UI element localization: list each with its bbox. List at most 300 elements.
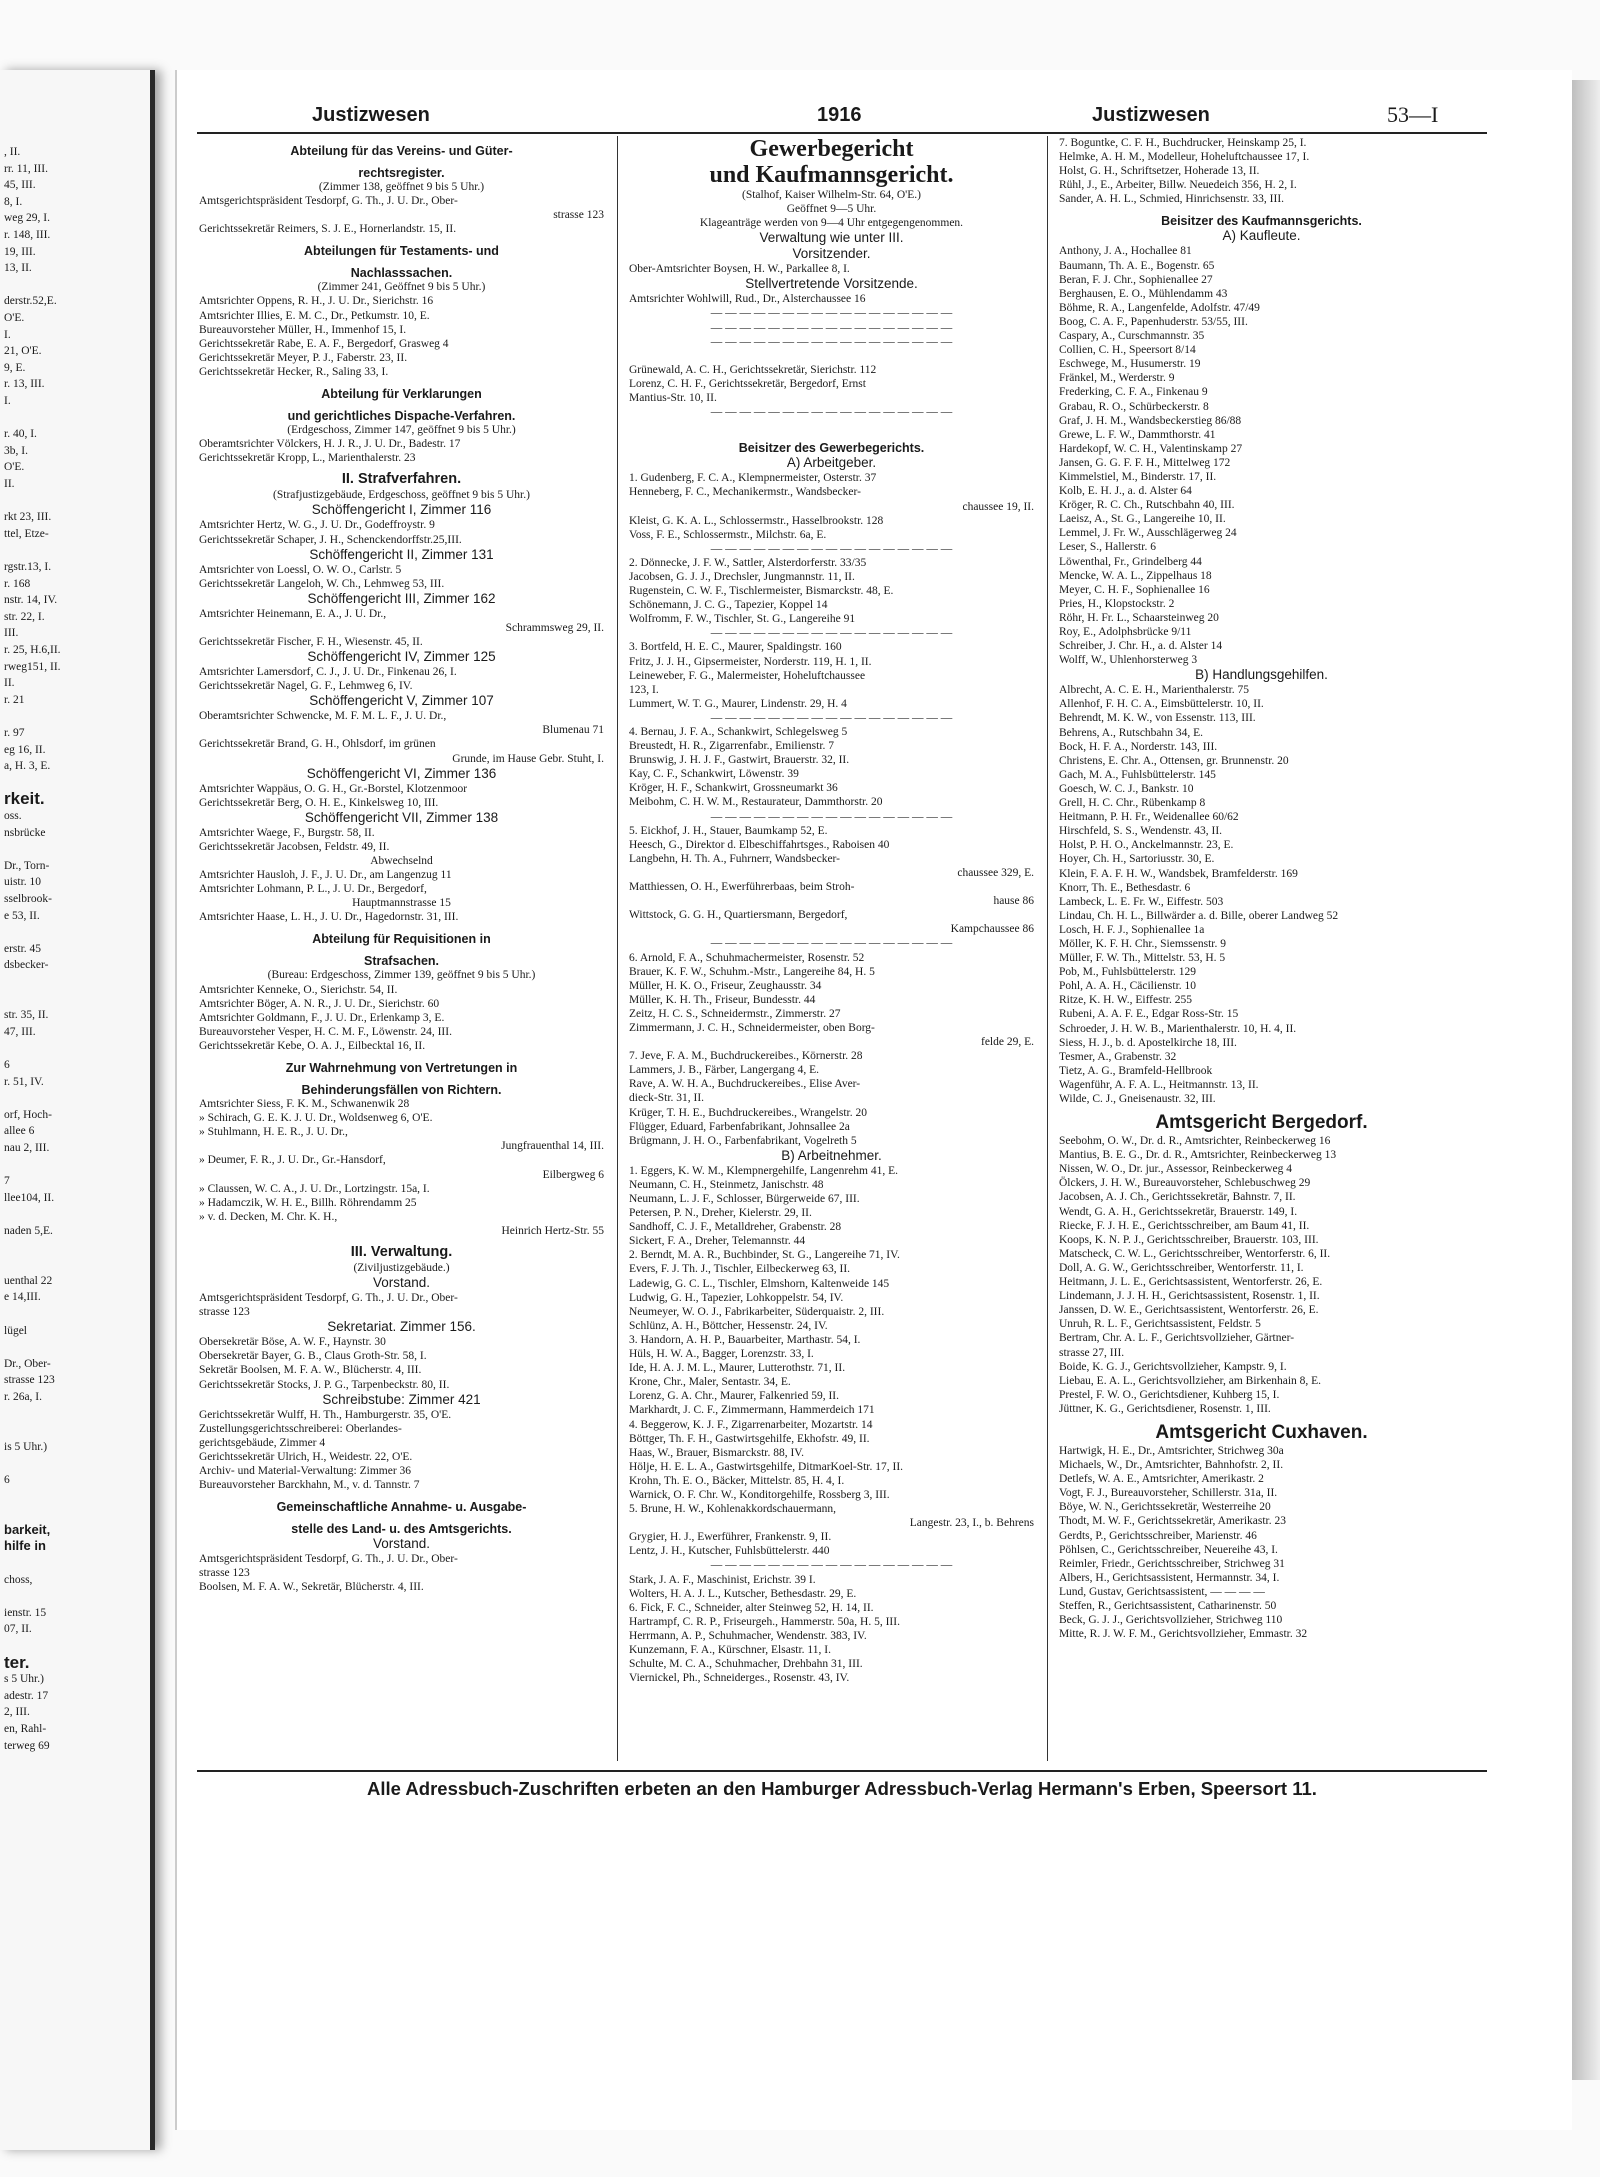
directory-entry: dieck-Str. 31, II. <box>629 1092 705 1105</box>
fragment-line: allee 6 <box>4 1125 35 1138</box>
directory-entry: Neumeyer, W. O. J., Fabrikarbeiter, Süderquaistr. 2, III. <box>629 1305 885 1318</box>
directory-entry: Kröger, R. C. Ch., Rutschbahn 40, III. <box>1059 499 1235 512</box>
directory-entry: — — — — — — — — — — — — — — — — — <box>710 542 953 555</box>
section-heading: Verwaltung wie unter III. <box>759 230 904 246</box>
directory-entry: Roy, E., Adolphsbrücke 9/11 <box>1059 626 1192 638</box>
directory-entry: Gerichtssekretär Langeloh, W. Ch., Lehmweg 53, III. <box>199 577 445 590</box>
fragment-line: lügel <box>4 1324 27 1337</box>
directory-entry: Behrens, A., Rutschbahn 34, E. <box>1059 726 1204 739</box>
fragment-line: 07, II. <box>4 1623 32 1636</box>
directory-entry: Röhr, H. Fr. L., Schaarsteinweg 20 <box>1059 611 1219 624</box>
directory-entry: Jacobsen, A. J. Ch., Gerichtssekretär, Bahnstr. 7, II. <box>1059 1191 1296 1204</box>
directory-entry: strasse 123 <box>199 1306 250 1319</box>
directory-entry: Wolters, H. A. J. L., Kutscher, Bethesdastr. 29, E. <box>629 1587 857 1600</box>
directory-entry: (Erdgeschoss, Zimmer 147, geöffnet 9 bis 5 Uhr.) <box>287 424 516 437</box>
fragment-line: 6 <box>4 1059 10 1071</box>
fragment-line: ienstr. 15 <box>4 1606 47 1619</box>
fragment-line: oss. <box>4 810 22 822</box>
page-number: 53—I <box>1387 102 1439 127</box>
directory-entry: Abwechselnd <box>370 855 433 867</box>
directory-entry: Detlefs, W. A. E., Amtsrichter, Amerikastr. 2 <box>1059 1473 1264 1486</box>
directory-entry: Grabau, R. O., Schürbeckerstr. 8 <box>1059 400 1209 413</box>
directory-entry: Gerichtssekretär Jacobsen, Feldstr. 49, II. <box>199 840 390 853</box>
directory-entry: Amtsrichter Goldmann, F., J. U. Dr., Erlenkamp 3, E. <box>199 1011 445 1024</box>
directory-entry: (Stalhof, Kaiser Wilhelm-Str. 64, O'E.) <box>742 189 921 201</box>
section-heading: Schöffengericht V, Zimmer 107 <box>309 693 494 709</box>
directory-entry: Lambeck, L. E. Fr. W., Eiffestr. 503 <box>1059 895 1224 908</box>
directory-entry: Amtsrichter Siess, F. K. M., Schwanenwik 28 <box>199 1098 410 1111</box>
directory-entry: Amtsrichter Oppens, R. H., J. U. Dr., Sierichstr. 16 <box>199 295 434 308</box>
directory-entry: Schroeder, J. H. W. B., Marienthalerstr. 10, H. 4, II. <box>1059 1022 1297 1035</box>
fragment-line: r. 26a, I. <box>4 1391 43 1403</box>
directory-entry: Ritze, K. H. W., Eiffestr. 255 <box>1059 994 1192 1007</box>
directory-entry: chaussee 19, II. <box>962 500 1034 513</box>
directory-entry: Amtsrichter Haase, L. H., J. U. Dr., Hagedornstr. 31, III. <box>199 911 459 924</box>
directory-entry: Wolfromm, F. W., Tischler, St. G., Langereihe 91 <box>629 613 856 626</box>
directory-entry: Pöhlsen, C., Gerichtsschreiber, Neuereihe 43, I. <box>1059 1543 1278 1556</box>
section-heading: A) Arbeitgeber. <box>786 455 877 471</box>
fragment-line: s 5 Uhr.) <box>4 1673 44 1686</box>
directory-entry: Löwenthal, Fr., Grindelberg 44 <box>1059 555 1202 568</box>
directory-entry: Doll, A. G. W., Gerichtsschreiber, Wentorferstr. 11, I. <box>1059 1261 1304 1274</box>
directory-entry: Ladewig, G. C. L., Tischler, Elmshorn, Kaltenweide 145 <box>629 1277 890 1290</box>
directory-entry: Wagenführ, A. F. A. L., Heitmannstr. 13, II. <box>1059 1078 1259 1091</box>
directory-entry: Riecke, F. J. H. E., Gerichtsschreiber, am Baum 41, II. <box>1059 1219 1310 1232</box>
section-heading: B) Arbeitnehmer. <box>781 1147 882 1163</box>
fragment-line: rweg151, II. <box>4 660 61 673</box>
directory-entry: Rugenstein, C. W. F., Tischlermeister, Bismarckstr. 48, E. <box>629 585 894 598</box>
directory-entry: Gerdts, P., Gerichtsschreiber, Marienstr. 46 <box>1059 1529 1257 1542</box>
fragment-line: 9, E. <box>4 361 26 374</box>
directory-entry: Kay, C. F., Schankwirt, Löwenstr. 39 <box>629 768 799 781</box>
fragment-line: e 14,III. <box>4 1291 41 1304</box>
directory-entry: Obersekretär Böse, A. W. F., Haynstr. 30 <box>199 1336 386 1349</box>
directory-entry: Knorr, Th. E., Bethesdastr. 6 <box>1059 881 1191 894</box>
directory-entry: — — — — — — — — — — — — — — — — — <box>710 335 953 348</box>
column-divider <box>1047 136 1048 1761</box>
directory-entry: Kleist, G. K. A. L., Schlossermstr., Hasselbrookstr. 128 <box>629 514 884 527</box>
directory-entry: Bertram, Chr. A. L. F., Gerichtsvollzieher, Gärtner- <box>1059 1332 1295 1345</box>
directory-entry: Wilde, C. J., Gneisenaustr. 32, III. <box>1059 1093 1216 1105</box>
directory-entry: Jacobsen, G. J. J., Drechsler, Jungmannstr. 11, II. <box>629 570 855 583</box>
directory-entry: Voss, F. E., Schlossermstr., Milchstr. 6a, E. <box>629 528 827 541</box>
directory-entry: Caspary, A., Curschmannstr. 35 <box>1059 330 1205 343</box>
directory-entry: Gerichtssekretär Fischer, F. H., Wiesenstr. 45, II. <box>199 635 423 648</box>
directory-entry: Geöffnet 9—5 Uhr. <box>786 203 877 216</box>
fragment-line: I. <box>4 395 11 407</box>
directory-entry: Pob, M., Fuhlsbüttelerstr. 129 <box>1059 966 1197 979</box>
directory-entry: Amtsrichter Kenneke, O., Sierichstr. 54, II. <box>199 983 398 996</box>
directory-entry: Gerichtssekretär Reimers, S. J. E., Hornerlandstr. 15, II. <box>199 223 457 236</box>
section-heading: und gerichtliches Dispache-Verfahren. <box>287 409 516 424</box>
directory-entry: Leineweber, F. G., Malermeister, Hoheluftchaussee <box>629 669 866 682</box>
directory-entry: Lummert, W. T. G., Maurer, Lindenstr. 29, H. 4 <box>629 697 847 710</box>
fragment-line: r. 40, I. <box>4 428 37 441</box>
directory-entry: Neumann, L. J. F., Schlosser, Bürgerweide 67, III. <box>629 1193 860 1205</box>
fragment-line: Dr., Ober- <box>4 1357 51 1370</box>
directory-entry: Henneberg, F. C., Mechanikermstr., Wandsbecker- <box>629 486 861 499</box>
directory-entry: Lindau, Ch. H. L., Billwärder a. d. Bille, oberer Landweg 52 <box>1059 909 1339 922</box>
directory-entry: Kampchaussee 86 <box>950 923 1034 936</box>
section-heading: Schöffengericht III, Zimmer 162 <box>307 590 496 606</box>
fragment-line: llee104, II. <box>4 1191 55 1204</box>
directory-entry: Goesch, W. C. J., Bankstr. 10 <box>1059 782 1194 795</box>
directory-entry: Behrendt, M. K. W., von Essenstr. 113, III. <box>1059 712 1256 725</box>
directory-entry: Rave, A. W. H. A., Buchdruckereibes., Elise Aver- <box>629 1078 861 1091</box>
directory-entry: Anthony, J. A., Hochallee 81 <box>1059 245 1192 258</box>
directory-entry: Laeisz, A., St. G., Langereihe 10, II. <box>1059 513 1226 526</box>
directory-entry: Holst, P. H. O., Anckelmannstr. 23, E. <box>1059 839 1234 852</box>
directory-entry: Müller, H. K. O., Friseur, Zeughausstr. 34 <box>629 979 822 992</box>
section-heading: Schreibstube: Zimmer 421 <box>322 1391 481 1407</box>
fragment-line: naden 5,E. <box>4 1225 53 1237</box>
directory-page <box>175 70 1572 2130</box>
fragment-line: orf, Hoch- <box>4 1108 52 1121</box>
directory-entry: Neumann, C. H., Steinmetz, Janischstr. 48 <box>629 1178 824 1191</box>
directory-entry: Brunswig, J. H. J. F., Gastwirt, Brauerstr. 32, II. <box>629 754 850 767</box>
directory-entry: Pries, H., Klopstockstr. 2 <box>1059 597 1175 610</box>
section-heading: stelle des Land- u. des Amtsgerichts. <box>291 1522 512 1537</box>
section-heading: rechtsregister. <box>358 166 445 180</box>
directory-entry: (Ziviljustizgebäude.) <box>353 1261 450 1274</box>
directory-entry: — — — — — — — — — — — — — — — — — <box>710 711 953 724</box>
directory-entry: Kolb, E. H. J., a. d. Alster 64 <box>1059 485 1192 498</box>
directory-entry: Oberamtsrichter Schwencke, M. F. M. L. F., J. U. Dr., <box>199 710 447 723</box>
directory-entry: » Stuhlmann, H. E. R., J. U. Dr., <box>199 1126 348 1139</box>
fragment-line: nsbrücke <box>4 826 46 839</box>
directory-entry: Lorenz, G. A. Chr., Maurer, Falkenried 59, II. <box>629 1390 839 1403</box>
directory-entry: Gerichtssekretär Wulff, H. Th., Hamburgerstr. 35, O'E. <box>199 1408 452 1421</box>
fragment-line: erstr. 45 <box>4 942 42 955</box>
section-heading: Schöffengericht I, Zimmer 116 <box>311 502 492 518</box>
directory-entry: strasse 123 <box>199 1567 250 1580</box>
directory-entry: Gerichtssekretär Stocks, J. P. G., Tarpenbeckstr. 80, II. <box>199 1378 450 1391</box>
directory-entry: hause 86 <box>993 895 1034 908</box>
section-heading: Beisitzer des Gewerbegerichts. <box>738 441 925 456</box>
section-heading: Schöffengericht VII, Zimmer 138 <box>304 809 499 825</box>
directory-entry: » Schirach, G. E. K. J. U. Dr., Woldsenweg 6, O'E. <box>199 1112 433 1125</box>
section-heading: Schöffengericht IV, Zimmer 125 <box>307 649 496 665</box>
column-2 <box>629 136 1034 1685</box>
section-heading: B) Handlungsgehilfen. <box>1195 667 1328 683</box>
directory-entry: Sandhoff, C. J. F., Metalldreher, Grabenstr. 28 <box>629 1221 842 1234</box>
section-heading: Vorstand. <box>372 1536 431 1552</box>
directory-entry <box>629 349 1034 363</box>
fragment-line: O'E. <box>4 461 25 474</box>
directory-entry: Koops, K. N. P. J., Gerichtsschreiber, Brauerstr. 103, III. <box>1059 1233 1319 1246</box>
fragment-line: adestr. 17 <box>4 1689 49 1702</box>
directory-entry <box>629 419 1034 433</box>
directory-entry: Amtsrichter Wappäus, O. G. H., Gr.-Borstel, Klotzenmoor <box>199 782 468 795</box>
directory-entry: Markhardt, J. C. F., Zimmermann, Hammerdeich 171 <box>629 1404 875 1417</box>
fragment-line: ttel, Etze- <box>4 527 49 540</box>
directory-entry: Gerichtssekretär Nagel, G. F., Lehmweg 6, IV. <box>199 680 413 693</box>
directory-entry: 2. Berndt, M. A. R., Buchbinder, St. G., Langereihe 71, IV. <box>629 1249 900 1262</box>
directory-entry: Gerichtssekretär Kebe, O. A. J., Eilbecktal 16, II. <box>199 1039 426 1052</box>
directory-entry: 3. Handorn, A. H. P., Bauarbeiter, Marthastr. 54, I. <box>629 1333 861 1346</box>
fragment-line: r. 51, IV. <box>4 1075 44 1088</box>
section-heading: und Kaufmannsgericht. <box>709 162 954 188</box>
directory-entry: chaussee 329, E. <box>957 866 1034 879</box>
section-heading: Abteilung für Verklarungen <box>321 387 482 402</box>
directory-entry: Grygier, H. J., Ewerführer, Frankenstr. 9, II. <box>629 1531 832 1544</box>
fragment-line: 8, I. <box>4 195 23 208</box>
directory-entry: Amtsrichter Waege, F., Burgstr. 58, II. <box>199 826 375 839</box>
directory-entry: Grunde, im Hause Gebr. Stuht, I. <box>452 752 604 765</box>
directory-entry: Matscheck, C. W. L., Gerichtsschreiber, Wentorferstr. 6, II. <box>1059 1247 1331 1260</box>
fragment-line: barkeit, <box>4 1521 51 1537</box>
directory-entry: Baumann, Th. A. E., Bogenstr. 65 <box>1059 259 1215 272</box>
directory-entry: Gerichtssekretär Hecker, R., Saling 33, I. <box>199 365 389 378</box>
fragment-line: e 53, II. <box>4 909 40 922</box>
column-divider <box>617 136 618 1761</box>
directory-entry: Fritz, J. J. H., Gipsermeister, Norderstr. 119, H. 1, II. <box>629 655 872 668</box>
directory-entry: Bock, H. F. A., Norderstr. 143, III. <box>1059 740 1218 753</box>
section-heading: Gewerbegericht <box>749 136 914 162</box>
directory-entry: Berghausen, E. O., Mühlendamm 43 <box>1059 287 1228 300</box>
fragment-line: nstr. 14, IV. <box>4 594 58 607</box>
fragment-line: rr. 11, III. <box>4 162 48 175</box>
directory-entry: Zustellungsgerichtsschreiberei: Oberlandes- <box>199 1422 402 1435</box>
directory-entry: felde 29, E. <box>980 1036 1034 1049</box>
directory-entry: Thodt, M. W. F., Gerichtssekretär, Amerikastr. 23 <box>1059 1515 1286 1528</box>
directory-entry: Lorenz, C. H. F., Gerichtssekretär, Bergedorf, Ernst <box>629 377 866 390</box>
fragment-line: strasse 123 <box>4 1374 55 1387</box>
directory-entry: Frederking, C. F. A., Finkenau 9 <box>1059 386 1208 399</box>
section-heading: II. Strafverfahren. <box>341 471 462 488</box>
directory-entry: Rubeni, A. A. F. E., Edgar Ross-Str. 15 <box>1059 1008 1239 1021</box>
directory-entry: Losch, H. F. J., Sophienallee 1a <box>1059 923 1205 936</box>
fragment-line: rkt 23, III. <box>4 511 52 524</box>
directory-entry: Grünewald, A. C. H., Gerichtssekretär, Sierichstr. 112 <box>629 363 877 376</box>
fragment-line: r. 97 <box>4 727 25 739</box>
directory-entry: Amtsrichter Wohlwill, Rud., Dr., Alsterchaussee 16 <box>629 293 866 306</box>
directory-entry: Helmke, A. H. M., Modelleur, Hoheluftchaussee 17, I. <box>1059 151 1310 164</box>
directory-entry: — — — — — — — — — — — — — — — — — <box>710 321 953 334</box>
directory-entry: (Zimmer 241, Geöffnet 9 bis 5 Uhr.) <box>317 281 486 294</box>
directory-entry: Obersekretär Bayer, G. B., Claus Groth-Str. 58, I. <box>199 1350 427 1363</box>
fragment-line: O'E. <box>4 312 25 324</box>
directory-entry: 6. Arnold, F. A., Schuhmachermeister, Rosenstr. 52 <box>629 951 865 964</box>
fragment-line: III. <box>4 627 19 640</box>
section-heading: Vorstand. <box>372 1275 431 1291</box>
directory-entry: Allenhof, F. H. C. A., Eimsbüttelerstr. 10, II. <box>1059 698 1264 711</box>
directory-entry: Viernickel, Ph., Schneiderges., Rosenstr. 43, IV. <box>629 1672 850 1685</box>
directory-entry: » Claussen, W. C. A., J. U. Dr., Lortzingstr. 15a, I. <box>199 1182 430 1195</box>
directory-entry: Flügger, Eduard, Farbenfabrikant, Johnsallee 2a <box>629 1120 850 1133</box>
fragment-line: terweg 69 <box>4 1739 50 1752</box>
section-heading: Beisitzer des Kaufmannsgerichts. <box>1161 214 1362 229</box>
directory-entry: — — — — — — — — — — — — — — — — — <box>710 307 953 320</box>
fragment-line: 45, III. <box>4 179 36 192</box>
directory-entry: Bureauvorsteher Müller, H., Immenhof 15, I. <box>199 323 407 336</box>
directory-entry: Bureauvorsteher Vesper, H. C. M. F., Löwenstr. 24, III. <box>199 1025 452 1038</box>
directory-entry: Haas, W., Brauer, Bismarckstr. 88, IV. <box>629 1446 804 1459</box>
directory-entry: Böttger, Th. F. H., Gastwirtsgehilfe, Ekhofstr. 49, II. <box>629 1432 870 1445</box>
directory-entry: Amtsgerichtspräsident Tesdorpf, G. Th., J. U. Dr., Ober- <box>199 1292 458 1305</box>
section-heading: III. Verwaltung. <box>350 1243 453 1260</box>
directory-entry: Mitte, R. J. W. F. M., Gerichtsvollzieher, Emmastr. 32 <box>1059 1628 1308 1641</box>
directory-entry: Gerichtssekretär Kropp, L., Marienthalerstr. 23 <box>199 452 416 465</box>
directory-entry: Vogt, F. J., Bureauvorsteher, Schillerstr. 31a, II. <box>1059 1487 1278 1500</box>
directory-entry: Klageanträge werden von 9—4 Uhr entgegengenommen. <box>699 217 964 230</box>
directory-entry: Jungfrauenthal 14, III. <box>501 1140 604 1153</box>
directory-entry: 7. Boguntke, C. F. H., Buchdrucker, Heinskamp 25, I. <box>1059 137 1307 149</box>
fragment-line: 13, II. <box>4 262 32 275</box>
directory-entry: Reimler, Friedr., Gerichtsschreiber, Strichweg 31 <box>1059 1557 1285 1570</box>
directory-entry: Mencke, W. A. L., Zippelhaus 18 <box>1059 569 1212 582</box>
directory-entry: Herrmann, A. P., Schuhmacher, Wendenstr. 383, IV. <box>629 1629 867 1642</box>
section-heading: Abteilung für das Vereins- und Güter- <box>290 144 513 158</box>
directory-entry: Albrecht, A. C. E. H., Marienthalerstr. 75 <box>1059 684 1250 697</box>
fragment-line: 19, III. <box>4 245 36 258</box>
directory-entry: Seebohm, O. W., Dr. d. R., Amtsrichter, Reinbeckerweg 16 <box>1059 1135 1331 1148</box>
fragment-line: r. 21 <box>4 693 25 706</box>
directory-entry: (Bureau: Erdgeschoss, Zimmer 139, geöffnet 9 bis 5 Uhr.) <box>267 969 536 982</box>
fragment-line: sselbrook- <box>4 893 52 905</box>
directory-entry: » v. d. Decken, M. Chr. K. H., <box>199 1210 338 1223</box>
fragment-line: II. <box>4 677 15 690</box>
directory-entry: Boolsen, M. F. A. W., Sekretär, Blücherstr. 4, III. <box>199 1581 424 1594</box>
directory-entry: 7. Jeve, F. A. M., Buchdruckereibes., Körnerstr. 28 <box>629 1050 863 1063</box>
directory-entry: Brauer, K. F. W., Schuhm.-Mstr., Langereihe 84, H. 5 <box>629 965 875 978</box>
directory-entry: Jüttner, K. G., Gerichtsdiener, Rosenstr. 1, III. <box>1059 1402 1271 1415</box>
directory-entry: Steffen, R., Gerichtsassistent, Catharinenstr. 50 <box>1059 1600 1277 1612</box>
directory-entry: 6. Fick, F. C., Schneider, alter Steinweg 52, H. 14, II. <box>629 1601 874 1614</box>
directory-entry: Krüger, T. H. E., Buchdruckereibes., Wrangelstr. 20 <box>629 1106 867 1119</box>
directory-entry: Gerichtssekretär Ulrich, H., Weidestr. 22, O'E. <box>199 1450 413 1463</box>
fragment-line: a, H. 3, E. <box>4 760 51 773</box>
directory-entry: Beran, F. J. Chr., Sophienallee 27 <box>1059 273 1213 286</box>
directory-entry: Kunzemann, F. A., Kürschner, Elsastr. 11, I. <box>629 1644 831 1656</box>
directory-entry: Hartrampf, C. R. P., Friseurgeh., Hammerstr. 50a, H. 5, III. <box>629 1615 900 1628</box>
directory-entry: Graf, J. H. M., Wandsbeckerstieg 86/88 <box>1059 414 1242 427</box>
directory-entry: Amtsrichter Hertz, W. G., J. U. Dr., Godeffroystr. 9 <box>199 519 435 532</box>
fragment-line: , II. <box>4 146 21 158</box>
directory-entry: 5. Eickhof, J. H., Stauer, Baumkamp 52, E. <box>629 824 828 837</box>
directory-entry: Eschwege, M., Husumerstr. 19 <box>1059 358 1201 371</box>
fragment-line: eg 16, II. <box>4 743 46 756</box>
directory-entry: Amtsrichter Lohmann, P. L., J. U. Dr., Bergedorf, <box>199 883 427 896</box>
directory-entry: Schönemann, J. C. G., Tapezier, Koppel 14 <box>629 599 828 612</box>
directory-entry: Krohn, Th. E. O., Bäcker, Mittelstr. 85, H. 4, I. <box>629 1474 845 1487</box>
fragment-line: r. 148, III. <box>4 229 51 241</box>
section-heading: Behinderungsfällen von Richtern. <box>301 1083 502 1098</box>
directory-entry: Boide, K. G. J., Gerichtsvollzieher, Kampstr. 9, I. <box>1059 1360 1287 1373</box>
directory-entry: Hoyer, Ch. H., Sartoriusstr. 30, E. <box>1059 853 1215 866</box>
section-heading: Zur Wahrnehmung von Vertretungen in <box>285 1061 518 1076</box>
directory-entry: Eilbergweg 6 <box>542 1168 604 1181</box>
directory-entry: Ludwig, G. H., Tapezier, Lohkoppelstr. 54, IV. <box>629 1291 844 1304</box>
directory-entry: Wittstock, G. G. H., Quartiersmann, Bergedorf, <box>629 909 848 922</box>
fragment-line: uenthal 22 <box>4 1274 53 1287</box>
directory-entry: Lund, Gustav, Gerichtsassistent, — — — — <box>1059 1585 1265 1598</box>
directory-entry: Lentz, J. H., Kutscher, Fuhlsbüttelerstr. 440 <box>629 1545 830 1558</box>
directory-entry: Heitmann, P. H. Fr., Weidenallee 60/62 <box>1059 811 1239 824</box>
directory-entry: Michaels, W., Dr., Amtsrichter, Bahnhofstr. 2, II. <box>1059 1459 1284 1472</box>
directory-entry: Müller, F. W. Th., Mittelstr. 53, H. 5 <box>1059 952 1226 965</box>
directory-entry: Wendt, G. A. H., Gerichtssekretär, Brauerstr. 149, I. <box>1059 1205 1298 1218</box>
directory-entry: Amtsgerichtspräsident Tesdorpf, G. Th., J. U. Dr., Ober- <box>199 1553 458 1566</box>
directory-entry: Grell, H. C. Chr., Rübenkamp 8 <box>1059 797 1206 810</box>
directory-entry: Gach, M. A., Fuhlsbüttelerstr. 145 <box>1059 768 1216 781</box>
directory-entry: Sekretär Boolsen, M. F. A. W., Blücherstr. 4, III. <box>199 1364 422 1377</box>
directory-entry: Böye, W. N., Gerichtssekretär, Westerreihe 20 <box>1059 1501 1271 1514</box>
directory-entry: 123, I. <box>629 683 659 696</box>
directory-entry: Tesmer, A., Grabenstr. 32 <box>1059 1050 1177 1063</box>
directory-entry: Warnick, O. F. Chr. W., Konditorgehilfe, Rossberg 3, III. <box>629 1488 890 1501</box>
directory-entry: Gerichtssekretär Meyer, P. J., Faberstr. 23, II. <box>199 351 408 364</box>
directory-entry: Petersen, P. N., Dreher, Kielerstr. 29, II. <box>629 1207 812 1220</box>
directory-entry: Müller, K. H. Th., Friseur, Bundesstr. 44 <box>629 993 816 1006</box>
directory-entry: 3. Bortfeld, H. E. C., Maurer, Spaldingstr. 160 <box>629 641 842 654</box>
directory-entry: Bureauvorsteher Barckhahn, M., v. d. Tannstr. 7 <box>199 1479 420 1492</box>
header-left: Justizwesen <box>312 104 430 126</box>
directory-entry: 5. Brune, H. W., Kohlenakkordschauermann, <box>629 1503 836 1516</box>
fragment-line: r. 13, III. <box>4 378 45 391</box>
column-1 <box>199 136 604 1594</box>
directory-entry: Holst, G. H., Schriftsetzer, Hoherade 13, II. <box>1059 165 1260 178</box>
fragment-line: hilfe in <box>4 1538 46 1554</box>
directory-entry: Hirschfeld, S. S., Wendenstr. 43, II. <box>1059 825 1223 838</box>
directory-entry: Mantius, B. E. G., Dr. d. R., Amtsrichter, Reinbeckerweg 13 <box>1059 1149 1337 1162</box>
directory-entry: Boog, C. A. F., Papenhuderstr. 53/55, III. <box>1059 315 1248 328</box>
fragment-line: choss, <box>4 1573 33 1586</box>
directory-entry: Lammers, J. B., Färber, Langergang 4, E. <box>629 1064 819 1077</box>
directory-entry: — — — — — — — — — — — — — — — — — <box>710 937 953 950</box>
directory-entry: Langbehn, H. Th. A., Fuhrnerr, Wandsbecker- <box>629 852 840 865</box>
directory-entry: Amtsgerichtspräsident Tesdorpf, G. Th., J. U. Dr., Ober- <box>199 195 458 208</box>
directory-entry: gerichtsgebäude, Zimmer 4 <box>199 1436 326 1449</box>
directory-entry: 2. Dönnecke, J. F. W., Sattler, Alsterdorferstr. 33/35 <box>629 556 867 569</box>
directory-entry: 4. Bernau, J. F. A., Schankwirt, Schlegelsweg 5 <box>629 726 848 738</box>
directory-entry: Meyer, C. H. F., Sophienallee 16 <box>1059 583 1210 596</box>
directory-entry: Meibohm, C. H. W. M., Restaurateur, Dammthorstr. 20 <box>629 796 883 809</box>
directory-entry: Jansen, G. G. F. F. H., Mittelweg 172 <box>1059 456 1231 469</box>
directory-entry: Amtsrichter Illies, E. M. C., Dr., Petkumstr. 10, E. <box>199 309 430 322</box>
directory-entry: Hartwigk, H. E., Dr., Amtsrichter, Strichweg 30a <box>1059 1444 1284 1457</box>
directory-entry: Rühl, J., E., Arbeiter, Billw. Neuedeich 356, H. 2, I. <box>1059 179 1297 192</box>
footer-notice: Alle Adressbuch-Zuschriften erbeten an den Hamburger Adressbuch-Verlag Hermann's Erben, Speersort 11. <box>197 1770 1487 1800</box>
directory-entry: Ölckers, J. H. W., Bureauvorsteher, Schlebuschweg 29 <box>1059 1177 1311 1190</box>
header-right: Justizwesen <box>1092 104 1210 126</box>
directory-entry: (Strafjustizgebäude, Erdgeschoss, geöffnet 9 bis 5 Uhr.) <box>273 489 530 502</box>
directory-entry: Heesch, G., Direktor d. Elbeschiffahrtsges., Raboisen 40 <box>629 838 890 851</box>
fragment-line: is 5 Uhr.) <box>4 1440 48 1453</box>
directory-entry: Böhme, R. A., Langenfelde, Adolfstr. 47/49 <box>1059 301 1260 314</box>
fragment-line: Dr., Torn- <box>4 859 50 872</box>
directory-entry: Breustedt, H. R., Zigarrenfabr., Emilienstr. 7 <box>629 740 835 753</box>
directory-entry: Schlünz, A. H., Böttcher, Hessenstr. 24, IV. <box>629 1319 828 1332</box>
section-heading: Amtsgericht Bergedorf. <box>1155 1112 1368 1134</box>
directory-entry: Amtsrichter von Loessl, O. W. O., Carlstr. 5 <box>199 563 402 576</box>
fragment-line: uistr. 10 <box>4 876 42 889</box>
page-edge <box>1570 80 1600 2080</box>
directory-entry: Heitmann, J. L. E., Gerichtsassistent, Wentorferstr. 26, E. <box>1059 1276 1323 1289</box>
directory-entry: Sander, A. H. L., Schmied, Hinrichsenstr. 33, III. <box>1059 193 1285 206</box>
directory-entry: » Deumer, F. R., J. U. Dr., Gr.-Hansdorf, <box>199 1154 386 1167</box>
directory-entry: Janssen, D. W. E., Gerichtsassistent, Wentorferstr. 26, E. <box>1059 1304 1319 1317</box>
fragment-line: ter. <box>4 1652 30 1672</box>
fragment-line: I. <box>4 328 11 341</box>
directory-entry: Schulte, M. C. A., Schuhmacher, Drehbahn 31, III. <box>629 1658 863 1671</box>
directory-entry: Blumenau 71 <box>542 724 604 737</box>
directory-entry: Pohl, A. A. H., Cäcilienstr. 10 <box>1059 980 1197 993</box>
directory-entry: Sickert, F. A., Dreher, Telemannstr. 44 <box>629 1235 806 1248</box>
fragment-line: 47, III. <box>4 1025 36 1038</box>
header-rule <box>197 132 1487 134</box>
section-heading: Amtsgericht Cuxhaven. <box>1155 1421 1368 1443</box>
